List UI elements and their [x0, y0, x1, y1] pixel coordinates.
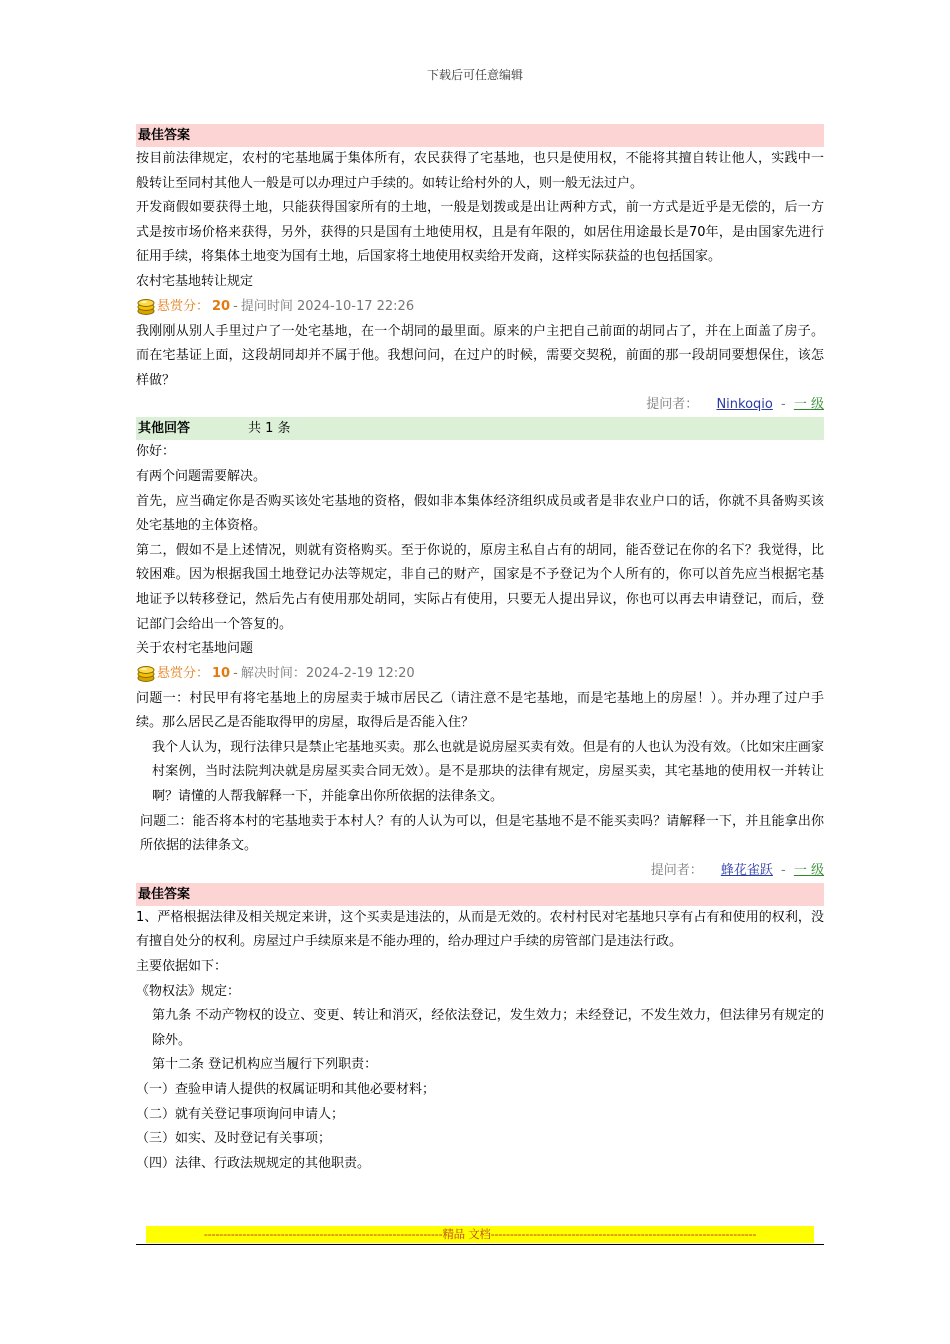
law-item: （二）就有关登记事项询问申请人； — [136, 1106, 345, 1122]
asker-level-link[interactable]: 一 级 — [793, 397, 824, 413]
asker-dash: - — [781, 397, 786, 413]
answer-paragraph: 你好： — [136, 444, 176, 460]
asker-line — [136, 393, 824, 417]
best-answer-header: 最佳答案 — [136, 883, 824, 906]
reward-separator: - — [233, 298, 238, 314]
footer-banner: --------------------------------------------------------------精品 文档--------------------------------------------------------------------- — [146, 1226, 814, 1243]
law-item: （三）如实、及时登记有关事项； — [136, 1131, 332, 1147]
question-body: 我刚刚从别人手里过户了一处宅基地，在一个胡同的最里面。原来的户主把自己前面的胡同占了，并在上面盖了房子。而在宅基证上面，这段胡同却并不属于他。我想问问，在过户的时候，需要交契税，前面的那一段胡同要想保住，该怎样做？ — [136, 323, 824, 388]
answer-paragraph: 有两个问题需要解决。 — [136, 468, 267, 484]
question-title: 关于农村宅基地问题 — [136, 641, 254, 657]
asker-name-link[interactable]: 蜂花雀跃 — [720, 862, 773, 878]
header-note: 下载后可任意编辑 — [426, 68, 523, 82]
answer-paragraph: 第二，假如不是上述情况，则就有资格购买。至于你说的，原房主私自占有的胡同，能否登记在你的名下？我觉得，比较困难。因为根据我国土地登记办法等规定，非自己的财产，国家是不予登记为个人所有的，你可以首先应当根据宅基地证予以转移登记，然后先占有使用那处胡同，实际占有使用，只要无人提出异议，你也可以再去申请登记，而后，登记部门会给出一个答复的。 — [136, 542, 824, 632]
question-body: 问题一：村民甲有将宅基地上的房屋卖于城市居民乙（请注意不是宅基地，而是宅基地上的房屋！）。并办理了过户手续。那么居民乙是否能取得甲的房屋，取得后是否能入住？ — [136, 690, 824, 731]
asker-label: 提问者： — [650, 862, 703, 878]
qa-content — [136, 124, 824, 1176]
reward-line — [136, 662, 824, 687]
asker-line — [136, 859, 824, 883]
other-answers-title: 其他回答 — [138, 421, 191, 437]
footer — [136, 1226, 824, 1245]
asker-dash: - — [781, 862, 786, 878]
reward-value: 20 — [212, 298, 231, 314]
answer-paragraph: 首先，应当确定你是否购买该处宅基地的资格，假如非本集体经济组织成员或者是非农业户口的话，你就不具备购买该处宅基地的主体资格。 — [136, 493, 824, 534]
asker-name-link[interactable]: Ninkoqio — [716, 397, 773, 413]
answer-count: 共 1 条 — [248, 421, 291, 437]
reward-label: 悬赏分： — [157, 298, 210, 314]
answer-paragraph: 按目前法律规定，农村的宅基地属于集体所有，农民获得了宅基地，也只是使用权，不能将其擅自转让他人，实践中一般转让至同村其他人一般是可以办理过户手续的。如转让给村外的人，则一般无法过户。 — [136, 151, 824, 191]
reward-separator: - — [233, 665, 238, 681]
coins-icon — [136, 296, 156, 316]
coins-icon — [136, 663, 156, 683]
answer-paragraph: 《物权法》规定： — [136, 983, 241, 999]
best-answer-header: 最佳答案 — [136, 124, 824, 147]
question-body: 我个人认为，现行法律只是禁止宅基地买卖。那么也就是说房屋买卖有效。但是有的人也认为没有效。（比如宋庄画家村案例，当时法院判决就是房屋买卖合同无效）。是不是那块的法律有规定，房屋买卖，其宅基地的使用权一并转让啊？请懂的人帮我解释一下，并能拿出你所依据的法律条文。 — [152, 739, 824, 805]
law-article: 第十二条 登记机构应当履行下列职责： — [152, 1057, 378, 1073]
law-article: 第九条 不动产物权的设立、变更、转让和消灭，经依法登记，发生效力；未经登记，不发生效力，但法律另有规定的除外。 — [152, 1008, 824, 1048]
reward-value: 10 — [212, 665, 231, 681]
law-item: （一）查验申请人提供的权属证明和其他必要材料； — [136, 1082, 436, 1097]
answer-paragraph: 1、严格根据法律及相关规定来讲，这个买卖是违法的，从而是无效的。农村村民对宅基地只享有占有和使用的权利，没有擅自处分的权利。房屋过户手续原来是不能办理的，给办理过户手续的房管部门是违法行政。 — [136, 909, 824, 950]
question-time: 解决时间：2024-2-19 12:20 — [240, 665, 415, 681]
question-title: 农村宅基地转让规定 — [136, 273, 254, 289]
reward-label: 悬赏分： — [157, 665, 210, 681]
footer-divider — [136, 1244, 824, 1245]
answer-paragraph: 主要依据如下： — [136, 959, 228, 975]
asker-label: 提问者： — [646, 397, 699, 413]
question-time: 提问时间 2024-10-17 22:26 — [240, 298, 415, 314]
other-answers-header — [136, 417, 824, 440]
question-body: 问题二：能否将本村的宅基地卖于本村人？有的人认为可以，但是宅基地不是不能买卖吗？请解释一下，并且能拿出你所依据的法律条文。 — [140, 813, 824, 854]
law-item: （四）法律、行政法规规定的其他职责。 — [136, 1155, 371, 1171]
reward-line — [136, 295, 824, 320]
answer-paragraph: 开发商假如要获得土地，只能获得国家所有的土地，一般是划拨或是出让两种方式，前一方式是近乎是无偿的，后一方式是按市场价格来获得，另外，获得的只是国有土地使用权，且是有年限的，如居住用途最长是70年，是由国家先进行征用手续，将集体土地变为国有土地，后国家将土地使用权卖给开发商，这样实际获益的也包括国家。 — [136, 200, 824, 265]
asker-level-link[interactable]: 一 级 — [793, 862, 824, 878]
